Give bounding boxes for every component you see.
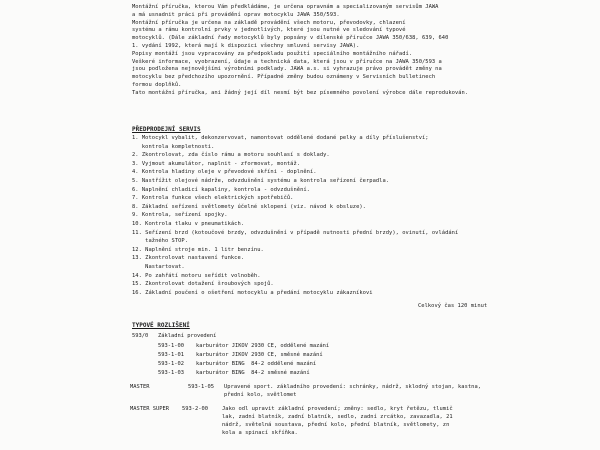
- intro-line: Tato montážní příručka, ani žádný její díl nesmí být bez písemného povolení výrobce dále reprodukován.: [132, 89, 469, 96]
- type-description: karburátor JIKOV 2930 CE, směsné mazání: [196, 352, 323, 358]
- type-code: 593-1-00: [158, 343, 184, 349]
- intro-line: motocyklů. (Dále základní řady motocyklů byly popsány v dílenské příručce JAWA 350/638, 639, 640: [132, 35, 449, 42]
- type-description: karburátor BING 84-2 oddělené mazání: [196, 361, 317, 367]
- service-item: 15. Zkontrolovat dotažení šroubových spojů.: [132, 281, 274, 288]
- intro-line: systému a rámu kontrolní prvky v jednotlivých, které jsou nutné ve sledování typové: [132, 27, 406, 34]
- intro-line: 1. vydání 1992, která mají k dispozici všechny smluvní servisy JAWA).: [132, 43, 360, 49]
- group-description: Základní provedení: [158, 333, 217, 339]
- service-item: Nastartovat.: [132, 264, 185, 270]
- group-model: 593/0: [132, 333, 149, 339]
- service-heading: PŘEDPRODEJNÍ SERVIS: [132, 126, 201, 133]
- master-super-code: 593-2-00: [182, 406, 208, 412]
- intro-line: jsou podložena nejnovějšími výrobními podklady. JAWA a.s. si vyhrazuje právo provádět změny na: [132, 66, 442, 73]
- intro-line: Popisy montáží jsou vypracovány za předpokladu použití speciálního montážního nářadí.: [132, 50, 413, 57]
- master-super-label: MASTER SUPER: [130, 406, 169, 412]
- types-heading: TYPOVÉ ROZLIŠENÍ: [132, 322, 190, 329]
- service-item: tažného STOP.: [132, 238, 189, 245]
- service-item: 7. Kontrola funkce všech elektrických spotřebičů.: [132, 195, 294, 202]
- service-item: 4. Kontrola hladiny oleje v převodové skříni - doplnění.: [132, 169, 317, 176]
- master-desc-line: Upravené sport. základního provedení: schránky, nádrž, sklodný stojan, kastna,: [224, 384, 482, 390]
- type-description: karburátor JIKOV 2930 CE, oddělené mazání: [196, 343, 330, 349]
- super-desc-line: kola a spinací skříňka.: [222, 430, 298, 436]
- service-item: 1. Motocykl vybalit, dekonzervovat, namontovat oddělené dodané pelky a díly příslušenství;: [132, 135, 429, 141]
- service-item: 9. Kontrola, seřízení spojky.: [132, 212, 228, 219]
- intro-line: formou doplňků.: [132, 82, 182, 88]
- type-code: 593-1-02: [158, 361, 184, 367]
- intro-line: Montážní příručka, kterou Vám předkládáme, je určena opravnám a specializovaným servisům JAWA: [132, 4, 439, 10]
- super-desc-line: Jako odl upravit základní provedení; změny: sedlo, kryt řetězu, tlumič: [222, 406, 453, 412]
- service-item: 12. Naplnění stroje min. 1 litr benzínu.: [132, 246, 264, 253]
- service-item: 2. Zkontrolovat, zda číslo rámu a motoru souhlasí s doklady.: [132, 152, 330, 159]
- master-code: 593-1-05: [188, 384, 214, 390]
- master-label: MASTER: [130, 384, 150, 390]
- service-item: 3. Vyjmout akumulátor, naplnit - zformovat, montáž.: [132, 160, 301, 167]
- service-total-time: Celkový čas 120 minut: [418, 303, 488, 309]
- intro-line: Veškeré informace, vyobrazení, údaje a technická data, která jsou v příručce na JAWA 350/593 a: [132, 58, 442, 65]
- service-item: 10. Kontrola tlaku v pneumatikách.: [132, 221, 245, 227]
- service-item: 5. Nastřížit olejové nádrže, odvzdušnění systému a kontrola seřízení čerpadla.: [132, 178, 390, 184]
- service-item: 13. Zkontrolovat nastavení funkce.: [132, 255, 245, 262]
- service-item: 16. Základní poučení o ošetření motocyklu a předání motocyklu zákazníkovi: [132, 289, 373, 296]
- service-item: 11. Seřízení brzd (kotoučové brzdy, odvzdušnění v případě nutnosti přední brzdy), ovinutí, ovládání: [132, 229, 459, 236]
- type-description: karburátor BING 84-2 směsné mazání: [196, 370, 310, 376]
- master-desc-line: přední kolo, světlomet: [224, 392, 297, 398]
- type-code: 593-1-01: [158, 352, 184, 358]
- super-desc-line: lak, zadní blatník, zadní blatník, sedlo, zadní zrcátko, zavazadla, 21: [222, 414, 453, 420]
- intro-line: motocyklu bez předchozího upozornění. Případné změny budou oznámeny v Servisních bulletinech: [132, 74, 436, 81]
- intro-line: a má usnadnit práci při provádění oprav motocyklu JAWA 350/593.: [132, 11, 340, 18]
- service-item: kontrola kompletnosti.: [132, 143, 215, 150]
- service-item: 6. Naplnění chladicí kapaliny, kontrola - odvzdušnění.: [132, 186, 310, 193]
- intro-line: Montážní příručka je určena na základě provádění všech motoru, převodovky, chlazení: [132, 19, 406, 26]
- super-desc-line: nádrž, světelná soustava, přední kolo, přední blatník, světlomety, zn: [222, 422, 450, 428]
- service-item: 14. Po zahřátí motoru seřídit volnoběh.: [132, 272, 261, 279]
- service-item: 8. Základní seřízení světlomety účelné sklopení (viz. návod k obsluze).: [132, 203, 366, 210]
- type-code: 593-1-03: [158, 370, 184, 376]
